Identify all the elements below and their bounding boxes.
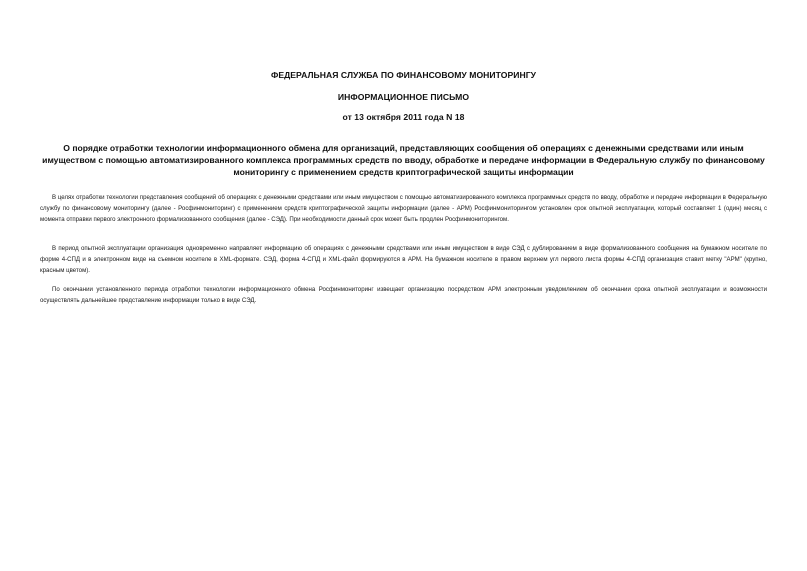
document-title: О порядке отработки технологии информационного обмена для организаций, представляющих сообщения об операциях с денежными средствами или иным имуществом с помощью автоматизированного комплекса программных средств по вводу, обработке и передаче информации в Федеральную службу по финансовому мониторингу с применением средств криптографической защиты информации (42, 143, 765, 177)
document-type: ИНФОРМАЦИОННОЕ ПИСЬМО (337, 92, 470, 102)
paragraph-2: В период опытной эксплуатации организация одновременно направляет информацию об операциях с денежными средствами или иным имуществом в виде СЭД с дублированием в виде формализованного сообщения на бумажном носителе по форме 4-СПД и в электронном виде на съемном носителе в XML-формате. СЭД, форма 4-СПД и XML-файл формируются в АРМ. На бумажном носителе в правом верхнем угл первого листа формы 4-СПД организация ставит метку "АРМ" (крупно, красным цветом). (40, 245, 767, 274)
document-date: от 13 октября 2011 года N 18 (342, 112, 465, 122)
paragraph-1: В целях отработки технологии представления сообщений об операциях с денежными средствами или иным имуществом с помощью автоматизированного комплекса программных средств по вводу, обработке и передаче информации в Федеральную службу по финансовому мониторингу (далее - Росфинмониторинг) с применением средств криптографической защиты информации (далее - АРМ) Росфинмониторингом установлен срок опытной эксплуатации, который составляет 1 (один) месяц с момента отправки первого электронного формализованного сообщения (далее - СЭД). При необходимости данный срок может быть продлен Росфинмониторингом. (40, 194, 767, 223)
agency-name: ФЕДЕРАЛЬНАЯ СЛУЖБА ПО ФИНАНСОВОМУ МОНИТОРИНГУ (270, 70, 537, 80)
paragraph-3: По окончании установленного периода отработки технологии информационного обмена Росфинмониторинг извещает организацию посредством АРМ электронным уведомлением об окончании срока опытной эксплуатации и возможности осуществлять дальнейшее представление информации только в виде СЭД. (40, 286, 767, 304)
